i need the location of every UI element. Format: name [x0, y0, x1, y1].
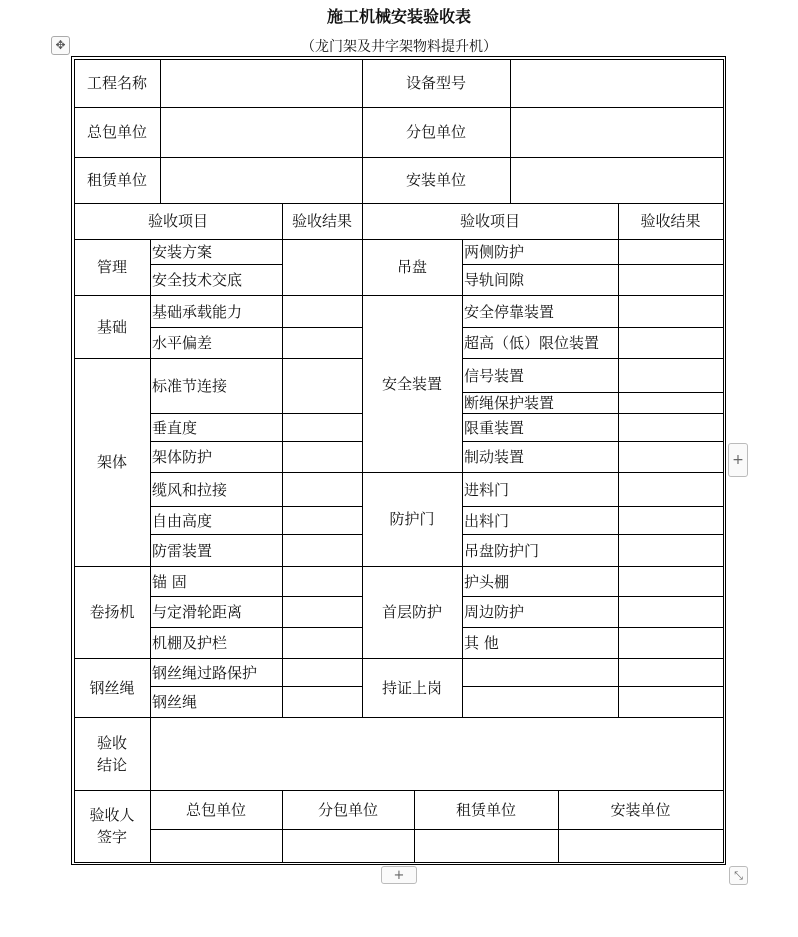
left-item-safety-briefing: 安全技术交底 [152, 271, 243, 289]
right-item-guide-gap: 导轨间隙 [464, 271, 525, 289]
table-move-icon[interactable]: ✥ [51, 36, 70, 55]
label-project-name: 工程名称 [86, 74, 147, 92]
right-item-weight-limit: 限重装置 [464, 418, 525, 437]
left-item-level-deviation: 水平偏差 [152, 334, 213, 352]
signature-general-contractor: 总包单位 [185, 800, 246, 819]
label-signature [74, 790, 150, 862]
left-item-frame-protection: 架体防护 [152, 448, 213, 466]
label-conclusion [74, 717, 150, 790]
left-item-rope: 钢丝绳 [152, 693, 198, 711]
right-item-head-shed: 护头棚 [464, 572, 510, 591]
left-item-section-connection: 标准节连接 [152, 377, 228, 395]
left-item-rope-crossing: 钢丝绳过路保护 [152, 663, 258, 682]
right-item-discharge-door: 出料门 [464, 511, 510, 530]
left-item-free-height: 自由高度 [152, 511, 213, 530]
grid-row-line-28 [150, 829, 723, 830]
left-item-guy-wire: 缆风和拉接 [152, 480, 228, 499]
group-foundation: 基础 [96, 317, 127, 336]
column-header-item-left: 验收项目 [147, 212, 208, 230]
document-subtitle: （龙门架及井字架物料提升机） [301, 39, 497, 55]
group-safety-device: 安全装置 [381, 374, 442, 393]
right-item-brake: 制动装置 [464, 448, 525, 466]
right-item-cage-door: 吊盘防护门 [464, 541, 540, 560]
group-wire-rope: 钢丝绳 [89, 678, 135, 697]
table-inner-border-bottom [74, 862, 724, 863]
right-item-signal-device: 信号装置 [464, 366, 525, 385]
right-item-feed-door: 进料门 [464, 480, 510, 499]
group-winch: 卷扬机 [89, 603, 135, 621]
group-ground-protection: 首层防护 [381, 603, 442, 621]
table-resize-icon[interactable]: ⤡ [729, 866, 748, 885]
document-title: 施工机械安装验收表 [326, 7, 471, 26]
label-leasing-unit: 租赁单位 [86, 171, 147, 189]
group-protective-door: 防护门 [389, 510, 435, 528]
right-item-stop-device: 安全停靠装置 [464, 302, 555, 321]
grid-row-line-25 [462, 686, 723, 687]
group-certified: 持证上岗 [381, 678, 442, 697]
right-item-other: 其 他 [464, 634, 499, 652]
left-item-anchor: 锚 固 [152, 572, 187, 591]
column-header-result-left: 验收结果 [291, 212, 352, 230]
left-item-shed-rail: 机棚及护栏 [152, 634, 228, 652]
column-header-item-right: 验收项目 [459, 212, 520, 230]
label-equipment-model: 设备型号 [405, 74, 466, 92]
right-item-rope-break: 断绳保护装置 [464, 394, 555, 412]
right-item-perimeter: 周边防护 [464, 603, 525, 621]
label-subcontractor: 分包单位 [405, 123, 466, 141]
left-item-bearing-capacity: 基础承载能力 [152, 302, 243, 321]
label-signature-text: 验收人签字 [89, 806, 135, 846]
group-frame: 架体 [96, 453, 127, 471]
label-installation-unit: 安装单位 [405, 171, 466, 189]
add-column-plus-icon[interactable]: + [728, 443, 748, 477]
grid-row-line-26 [74, 717, 723, 718]
signature-subcontractor: 分包单位 [317, 800, 378, 819]
left-item-verticality: 垂直度 [152, 418, 198, 437]
left-item-lightning: 防雷装置 [152, 541, 213, 560]
group-cage: 吊盘 [396, 258, 427, 276]
left-item-install-plan: 安装方案 [152, 243, 213, 261]
group-management: 管理 [96, 258, 127, 276]
left-item-pulley-distance: 与定滑轮距离 [152, 603, 243, 621]
header-col-line-0 [160, 59, 161, 203]
right-item-limit-device: 超高（低）限位装置 [464, 334, 600, 352]
header-col-line-2 [510, 59, 511, 203]
label-conclusion-text: 验收结论 [96, 733, 127, 774]
signature-leasing-unit: 租赁单位 [455, 800, 516, 819]
table-inner-border-right [723, 59, 724, 863]
signature-installation-unit: 安装单位 [610, 800, 671, 819]
label-general-contractor: 总包单位 [86, 123, 147, 141]
right-item-side-protection: 两侧防护 [464, 243, 525, 261]
add-row-plus-icon[interactable]: + [381, 866, 417, 884]
column-header-result-right: 验收结果 [640, 212, 701, 230]
